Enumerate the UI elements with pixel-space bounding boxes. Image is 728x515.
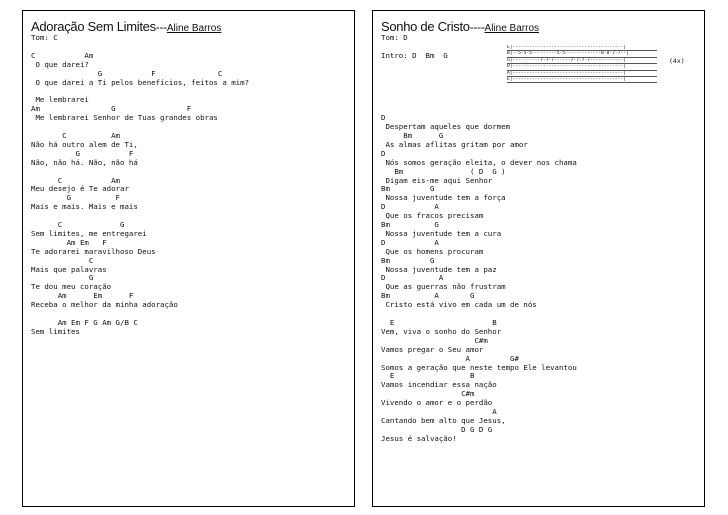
song-title-text: Adoração Sem Limites [31,19,156,34]
guitar-tablature [507,45,657,83]
song-title [381,19,539,34]
song-lyrics-chords: Tom: C C Am O que darei? G F C O que darei a Ti pelos benefícios, feitos a mim? Me lembrarei Am G F Me lembrarei Senhor de Tuas grandes obras C Am Não há outro alem de Ti, G F Não, não há. Não, não há C Am Meu desejo é Te adorar G F Mais e mais. Mais e mais C G Sem limites, me entregarei Am Em F Te adorarei maravilhoso Deus C Mais que palavras G Te dou meu coração Am Em F Receba o melhor da minha adoração Am Em F G Am G/B C Sem limites [31,33,250,336]
author-name: Aline Barros [166,23,222,34]
song-title-text: Sonho de Cristo [381,19,470,34]
title-separator: ---- [469,20,485,34]
author-name: Aline Barros [484,23,539,34]
tab-repeat-count: (4x) [669,57,685,65]
tab-string-line: E|----------------------------------------| [507,45,657,51]
song-page-sonho-de-cristo [372,10,705,507]
song-lyrics-chords: Tom: D Intro: D Bm G D Despertam aqueles que dormem Bm G As almas aflitas gritam por amor D Nós somos geração eleita, o dever nos chama Bm ( D G ) Digam eis-me aqui Senhor Bm G Nossa juventude tem a força D A Que os fracos precisam Bm G Nossa juventude tem a cura D A Que os homens procuram Bm G Nossa juventude tem a paz D A Que as guerras não frustram Bm A G Cristo está vivo em cada um de nós E B Vem, viva o sonho do Senhor C#m Vamos pregar o Seu amor A G# Somos a geração que neste tempo Ele levantou E B Vamos incendiar essa nação C#m Vivendo o amor e o perdão A Cantando bem alto que Jesus, D G D G Jesus é salvação! [381,33,577,443]
tab-string-line: E|----------------------------------------| [507,77,657,83]
tab-string-line: G|----------7-7-7------7-7-7-7------------| [507,58,657,64]
tab-string-line: A|----------------------------------------| [507,71,657,77]
tab-string-line: D|----------------------------------------| [507,64,657,70]
title-separator: --- [155,20,167,34]
tab-string-line: B|--5-5-5---------5-5-------------8-8-7-7--| [507,51,657,57]
song-title [31,19,221,34]
song-page-adoracao-sem-limites [22,10,355,507]
